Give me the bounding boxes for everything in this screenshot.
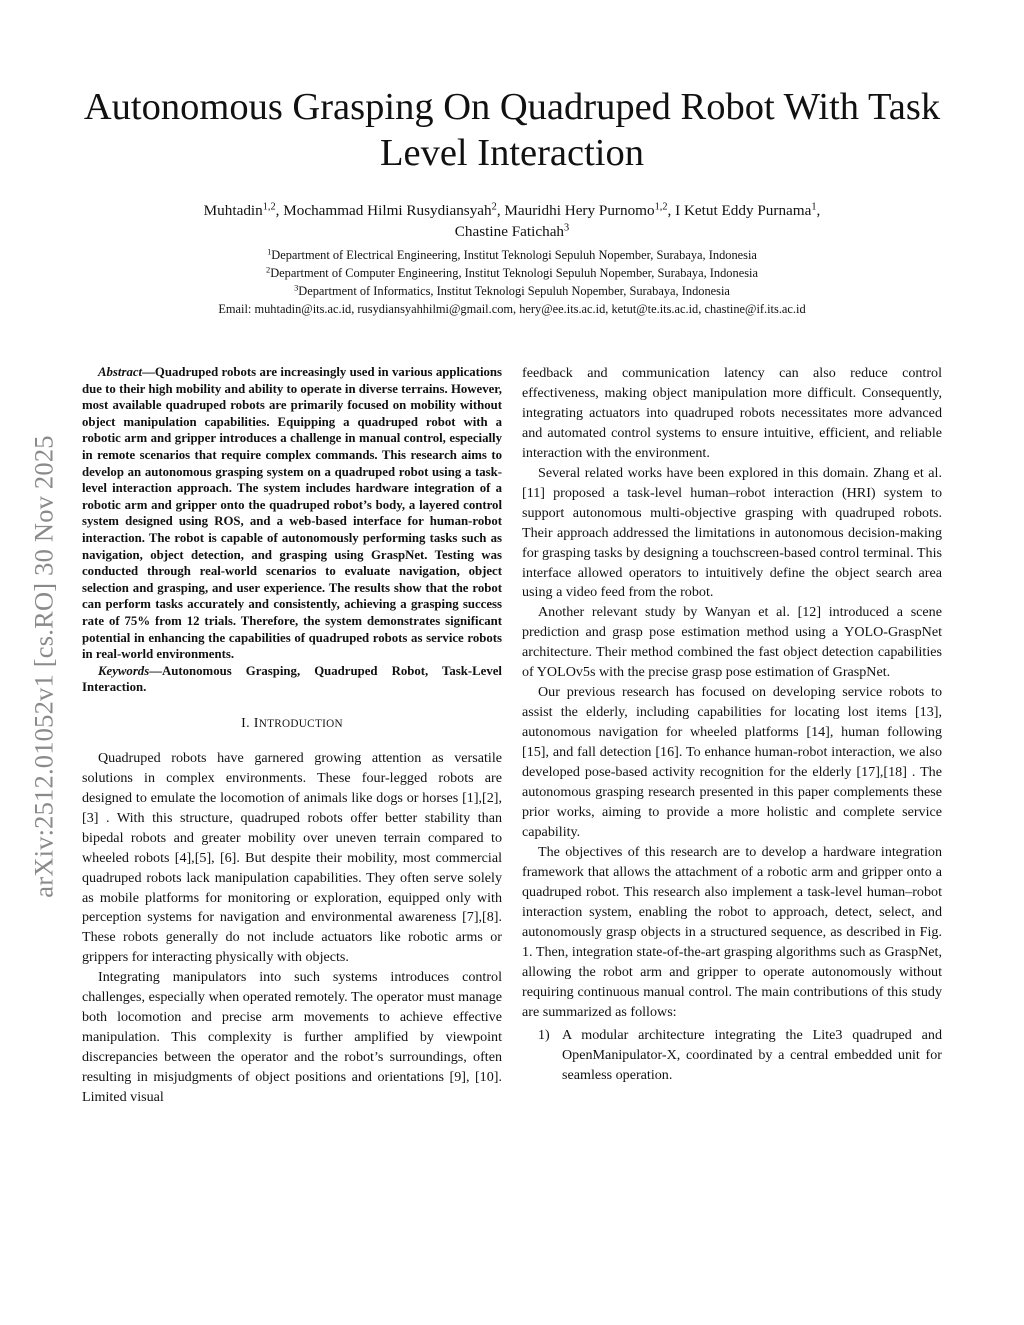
affiliation-text: Department of Computer Engineering, Institut Teknologi Sepuluh Nopember, Surabaya, Indonesia: [270, 266, 758, 280]
affiliation-list: [90, 246, 934, 318]
author-affiliation-mark: 1,2: [654, 201, 668, 213]
affiliation: [90, 246, 934, 264]
list-item-text: A modular architecture integrating the Lite3 quadruped and OpenManipulator-X, coordinated by a central embedded unit for seamless operation.: [562, 1027, 942, 1084]
list-item: [522, 1026, 942, 1086]
arxiv-identifier: [24, 370, 64, 962]
section-title-initial: I: [253, 714, 259, 731]
left-column: [82, 364, 502, 1108]
abstract-text: —Quadruped robots are increasingly used in various applications due to their high mobility and ability to operate in diverse terrains. However, most available quadruped robots are primarily focused on mobility without object manipulation capabilities. Equipping a quadruped robot with a robotic arm and gripper introduces a challenge in manual control, especially in remote scenarios that require complex commands. This research aims to develop an autonomous grasping system on a quadruped robot using a task-level interaction approach. The system includes hardware integration of a robotic arm and gripper onto the quadruped robot’s body, a layered control system designed using ROS, and a web-based interface for human-robot interaction. The robot is capable of autonomously performing tasks such as navigation, object detection, and grasping using GraspNet. Testing was conducted through real-world scenarios to evaluate navigation, object selection and grasping, and user experience. The results show that the robot can perform tasks accurately and consistently, achieving a grasping success rate of 75% from 12 trials. Therefore, the system demonstrates significant potential in enhancing the capabilities of quadruped robots as service robots in real-world environments.: [82, 365, 502, 662]
keywords: [82, 663, 502, 696]
author-name: , Mochammad Hilmi Rusydiansyah: [275, 202, 492, 219]
paragraph: feedback and communication latency can also reduce control effectiveness, making object manipulation more difficult. Consequently, integrating actuators into quadruped robots necessitates more advanced and automated control systems to ensure intuitive, efficient, and reliable interaction with the environment.: [522, 365, 942, 461]
affiliation: [90, 282, 934, 300]
affiliation-mark: 1: [267, 246, 272, 257]
paragraph: Quadruped robots have garnered growing attention as versatile solutions in complex environments. These four-legged robots are designed to emulate the locomotion of animals like dogs or horses [1],[2],[3] . With this structure, quadruped robots offer better stability than bipedal robots and greater mobility over uneven terrain compared to wheeled robots [4],[5], [6]. But despite their mobility, most commercial quadruped robots lack manipulation capabilities. They often serve solely as mobile platforms for monitoring or exploration, equipped only with perception systems for navigation and environmental awareness [7],[8]. These robots generally do not include actuators like robotic arms or grippers for interacting physically with objects.: [82, 749, 502, 966]
affiliation: [90, 264, 934, 282]
keywords-text: —Autonomous Grasping, Quadruped Robot, Task-Level Interaction.: [82, 663, 502, 695]
right-column: [522, 364, 942, 1086]
author-name: Chastine Fatichah: [454, 223, 565, 240]
keywords-label: Keywords: [98, 663, 150, 678]
section-number: I.: [241, 714, 254, 731]
affiliation-mark: 3: [294, 282, 299, 293]
author-affiliation-mark: 3: [564, 222, 570, 234]
section-title-rest: NTRODUCTION: [258, 717, 343, 730]
affiliation-text: Department of Informatics, Institut Teknologi Sepuluh Nopember, Surabaya, Indonesia: [298, 284, 730, 298]
paragraph: Another relevant study by Wanyan et al. [12] introduced a scene prediction and grasp pose estimation method using a YOLO-GraspNet architecture. Their method combined the fast object detection capabilities of YOLOv5s with the precise grasp pose estimation of GraspNet.: [522, 604, 942, 681]
paragraph: Several related works have been explored in this domain. Zhang et al. [11] proposed a task-level human–robot interaction (HRI) system to support autonomous multi-objective grasping with quadruped robots. Their approach addressed the limitations in autonomous decision-making for grasping tasks by designing a touchscreen-based control terminal. This interface allowed operators to intuitively define the object search area using a video feed from the robot.: [522, 464, 942, 601]
affiliation-text: Department of Electrical Engineering, Institut Teknologi Sepuluh Nopember, Surabaya, Indonesia: [271, 248, 757, 262]
author-affiliation-mark: 1,2: [262, 201, 276, 213]
author-separator: ,: [816, 202, 821, 219]
author-name: Muhtadin: [203, 202, 263, 219]
paragraph: Our previous research has focused on developing service robots to assist the elderly, including capabilities for locating lost items [13], autonomous navigation for wheeled platforms [14], human following [15], and fall detection [16]. To enhance human-robot interaction, we also developed pose-based activity recognition for the elderly [17],[18] . The autonomous grasping research presented in this paper complements these prior works, aiming to provide a more holistic and complete service capability.: [522, 684, 942, 840]
section-heading-introduction: [82, 714, 502, 735]
paragraph: Integrating manipulators into such systems introduces control challenges, especially when operated remotely. The operator must manage both locomotion and precise arm movements to achieve effective manipulation. This complexity is further amplified by viewpoint discrepancies between the operator and the robot’s surroundings, often resulting in misjudgments of object positions and orientations [9], [10]. Limited visual: [82, 969, 502, 1106]
author-affiliation-mark: 1: [811, 201, 817, 213]
paragraph: The objectives of this research are to develop a hardware integration framework that allows the attachment of a robotic arm and gripper onto a quadruped robot. This research also implement a task-level human–robot interaction system, enabling the robot to approach, detect, select, and autonomously grasp objects in a structured sequence, as described in Fig. 1. Then, integration state-of-the-art grasping algorithms such as GraspNet, allowing the robot arm and gripper to operate autonomously without requiring continuous manual control. The main contributions of this study are summarized as follows:: [522, 843, 942, 1020]
paper-title: Autonomous Grasping On Quadruped Robot With Task Level Interaction: [83, 86, 941, 174]
author-list: [90, 200, 934, 242]
contribution-list: [522, 1026, 942, 1086]
abstract: [82, 364, 502, 663]
author-affiliation-mark: 2: [491, 201, 497, 213]
affiliation-mark: 2: [266, 264, 271, 275]
abstract-label: Abstract: [98, 365, 143, 379]
author-name: , Mauridhi Hery Purnomo: [496, 202, 655, 219]
author-name: , I Ketut Eddy Purnama: [667, 202, 812, 219]
email-line: Email: muhtadin@its.ac.id, rusydiansyahhilmi@gmail.com, hery@ee.its.ac.id, ketut@te.its.ac.id, chastine@if.its.ac.id: [218, 302, 806, 316]
list-item-number: 1): [538, 1027, 550, 1044]
arxiv-identifier-text: arXiv:2512.01052v1 [cs.RO] 30 Nov 2025: [28, 434, 59, 898]
